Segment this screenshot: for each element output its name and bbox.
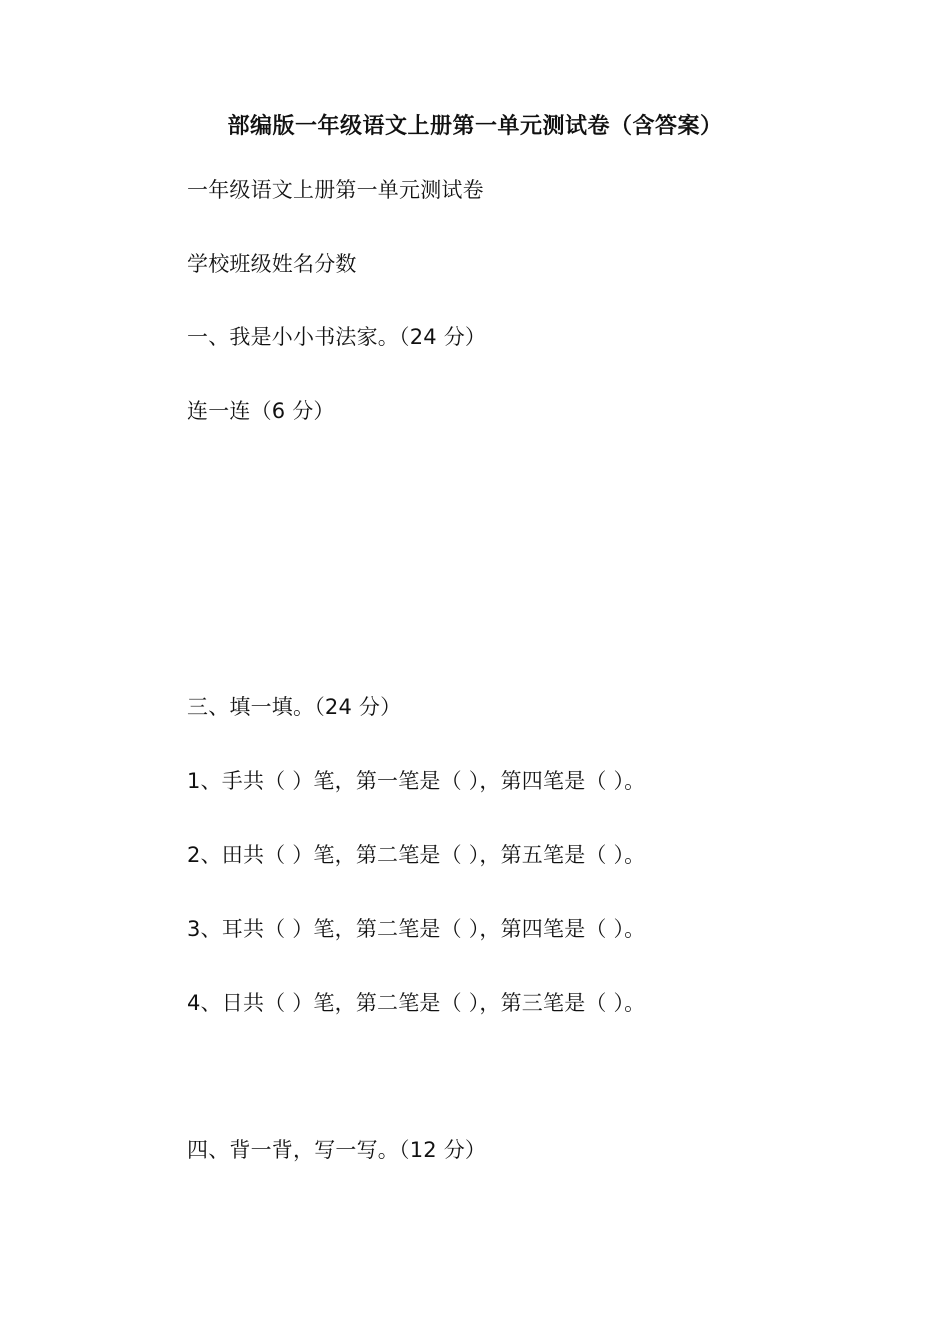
document-title: 部编版一年级语文上册第一单元测试卷（含答案）	[227, 114, 723, 139]
section-4-heading: 四、背一背，写一写。（12 分）	[187, 1138, 487, 1162]
section-3-heading: 三、填一填。（24 分）	[187, 695, 402, 719]
fill-item-2: 2、田共（ ）笔，第二笔是（ ），第五笔是（ ）。	[187, 843, 646, 867]
section-1-heading: 一、我是小小书法家。（24 分）	[187, 325, 487, 349]
section-1-matching-heading: 连一连（6 分）	[187, 399, 335, 423]
fill-item-1: 1、手共（ ）笔，第一笔是（ ），第四笔是（ ）。	[187, 769, 646, 793]
document-subtitle: 一年级语文上册第一单元测试卷	[187, 178, 484, 202]
student-info-line: 学校班级姓名分数	[187, 252, 357, 276]
fill-item-4: 4、日共（ ）笔，第二笔是（ ），第三笔是（ ）。	[187, 991, 646, 1015]
fill-item-3: 3、耳共（ ）笔，第二笔是（ ），第四笔是（ ）。	[187, 917, 646, 941]
